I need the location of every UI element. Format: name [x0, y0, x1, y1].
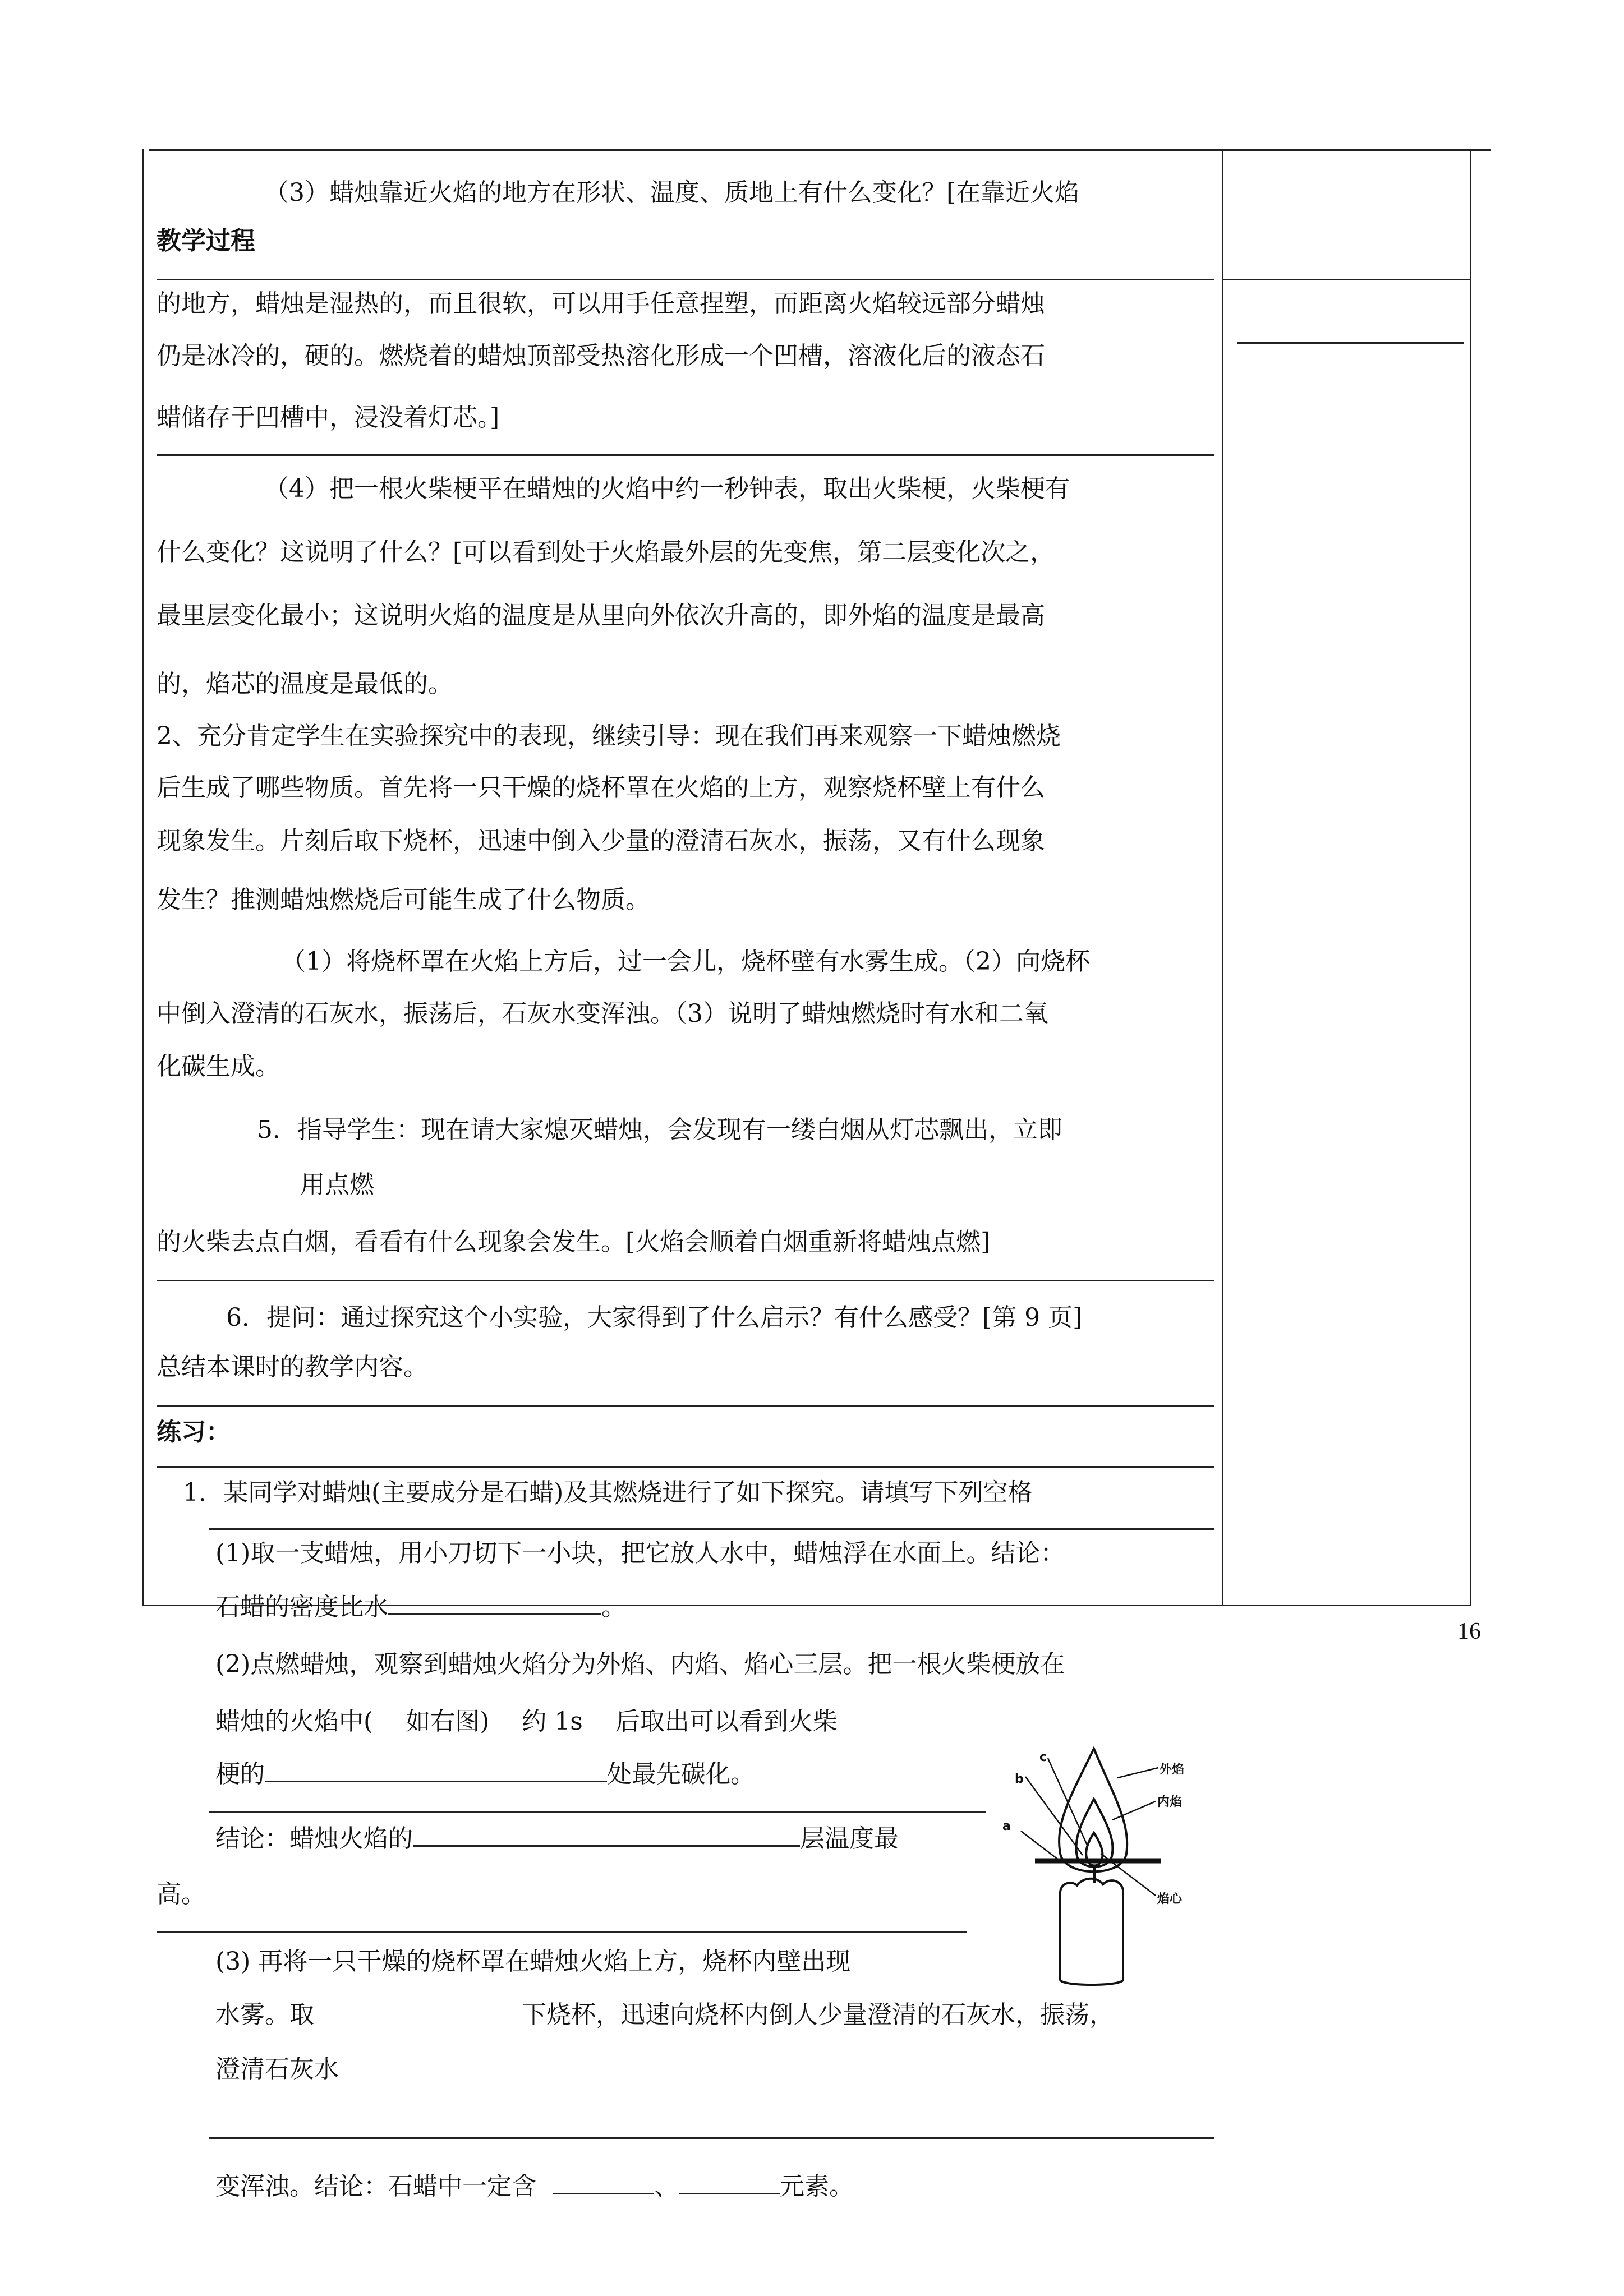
page-number: 16 — [1457, 1619, 1481, 1644]
answer-blank-element-1[interactable] — [553, 2169, 654, 2194]
q1c-sep: 、 — [654, 2172, 679, 2201]
q1b-line-4 — [215, 1822, 899, 1856]
a2-line-3: 化碳生成。 — [157, 1052, 280, 1081]
table-right-border — [1470, 149, 1471, 1605]
answer-blank-density[interactable] — [388, 1590, 601, 1615]
label-inner-flame: 内焰 — [1157, 1795, 1183, 1809]
a2-line-1: （1）将烧杯罩在火焰上方后，过一会儿，烧杯壁有水雾生成。（2）向烧杯 — [281, 947, 1090, 976]
exercise-q1: 1．某同学对蜡烛(主要成分是石蜡)及其燃烧进行了如下探究。请填写下列空格 — [183, 1478, 1033, 1507]
table-left-border — [142, 149, 144, 1605]
s2-line-3: 现象发生。片刻后取下烧杯，迅速中倒入少量的澄清石灰水，振荡，又有什么现象 — [157, 827, 1045, 855]
q1b-line-5: 高。 — [157, 1880, 206, 1908]
candle-body — [1060, 1879, 1123, 1985]
s5-line-2: 用点燃 — [300, 1170, 374, 1199]
p4-line-1: （4）把一根火柴梗平在蜡烛的火焰中约一秒钟表，取出火柴梗，火柴梗有 — [264, 474, 1070, 503]
q1a-text: 石蜡的密度比水 — [215, 1593, 388, 1621]
q1b-line-3 — [215, 1757, 755, 1791]
answer-blank-carbonize[interactable] — [265, 1757, 607, 1782]
exercise-heading: 练习： — [157, 1418, 231, 1446]
q1c-line-2 — [215, 1998, 1114, 2032]
q1b-line-2: 蜡烛的火焰中( 如右图) 约 1s 后取出可以看到火柴 — [215, 1707, 838, 1736]
table-mid-border — [1222, 149, 1223, 1605]
row-rule-4 — [157, 1405, 1214, 1407]
p4-line-4: 的，焰芯的温度是最低的。 — [157, 670, 453, 698]
p3-line-3: 仍是冰冷的，硬的。燃烧着的蜡烛顶部受热溶化形成一个凹槽，溶液化后的液态石 — [157, 342, 1045, 370]
s5-line-3: 的火柴去点白烟，看看有什么现象会发生。[火焰会顺着白烟重新将蜡烛点燃] — [157, 1228, 991, 1256]
p3-line-1: （3）蜡烛靠近火焰的地方在形状、温度、质地上有什么变化？[在靠近火焰 — [264, 178, 1080, 207]
label-outer-flame: 外焰 — [1160, 1763, 1185, 1777]
q1c-line-1: (3) 再将一只干燥的烧杯罩在蜡烛火焰上方，烧杯内壁出现 — [215, 1947, 851, 1976]
row-rule-2 — [157, 454, 1214, 456]
a2-line-2: 中倒入澄清的石灰水，振荡后，石灰水变浑浊。（3）说明了蜡烛燃烧时有水和二氧 — [157, 999, 1048, 1028]
s6-line-2: 总结本课时的教学内容。 — [157, 1353, 428, 1381]
answer-blank-layer[interactable] — [413, 1822, 800, 1847]
outer-flame — [1059, 1749, 1127, 1871]
q1a-line-1: (1)取一支蜡烛，用小刀切下一小块，把它放人水中，蜡烛浮在水面上。结论： — [215, 1539, 1065, 1567]
q1c-line-3: 澄清石灰水 — [215, 2055, 339, 2083]
label-flame-core: 焰心 — [1157, 1892, 1183, 1906]
right-col-rule-1 — [1222, 279, 1470, 280]
candle-flame-figure — [993, 1733, 1229, 1997]
row-rule-7 — [209, 1811, 986, 1813]
q1b-text-a: 梗的 — [215, 1760, 265, 1788]
top-rule — [149, 149, 1491, 151]
p3-line-4: 蜡储存于凹槽中，浸没着灯芯。] — [157, 403, 500, 432]
answer-blank-element-2[interactable] — [679, 2169, 780, 2194]
s6-line-1: 6．提问：通过探究这个小实验，大家得到了什么启示？有什么感受？[第 9 页] — [226, 1303, 1083, 1332]
q1c-text-a: 水雾。取 — [215, 2000, 314, 2029]
row-rule-9 — [209, 2137, 1214, 2139]
q1b-concl-a: 结论：蜡烛火焰的 — [215, 1824, 413, 1853]
p4-line-3: 最里层变化最小；这说明火焰的温度是从里向外依次升高的，即外焰的温度是最高 — [157, 601, 1045, 630]
right-col-rule-2 — [1237, 342, 1464, 344]
s5-line-1: 5．指导学生：现在请大家熄灭蜡烛，会发现有一缕白烟从灯芯飘出，立即 — [257, 1115, 1062, 1144]
s2-line-1: 2、充分肯定学生在实验探究中的表现，继续引导：现在我们再来观察一下蜡烛燃烧 — [157, 722, 1061, 750]
row-rule-5 — [157, 1466, 1214, 1468]
label-a: a — [1002, 1819, 1011, 1833]
row-rule-1 — [157, 279, 1214, 280]
q1c-text-b: 下烧杯，迅速向烧杯内倒人少量澄清的石灰水，振荡， — [522, 2000, 1114, 2029]
q1c-concl-a: 变浑浊。结论：石蜡中一定含 — [215, 2172, 536, 2201]
row-rule-8 — [157, 1931, 967, 1933]
q1a-end: 。 — [601, 1593, 626, 1621]
q1b-line-1: (2)点燃蜡烛，观察到蜡烛火焰分为外焰、内焰、焰心三层。把一根火柴梗放在 — [215, 1650, 1065, 1679]
section-title: 教学过程 — [157, 227, 255, 255]
q1a-line-2 — [215, 1590, 626, 1624]
p3-line-2: 的地方，蜡烛是湿热的，而且很软，可以用手任意捏塑，而距离火焰较远部分蜡烛 — [157, 289, 1045, 318]
label-b: b — [1015, 1772, 1024, 1786]
q1b-concl-b: 层温度最 — [800, 1824, 899, 1853]
s2-line-2: 后生成了哪些物质。首先将一只干燥的烧杯罩在火焰的上方，观察烧杯壁上有什么 — [157, 773, 1045, 802]
row-rule-3 — [157, 1280, 1214, 1281]
p4-line-2: 什么变化？这说明了什么？[可以看到处于火焰最外层的先变焦，第二层变化次之， — [157, 538, 1055, 566]
row-rule-6 — [209, 1528, 1214, 1530]
s2-line-4: 发生？推测蜡烛燃烧后可能生成了什么物质。 — [157, 886, 650, 914]
label-c: c — [1039, 1750, 1047, 1764]
q1c-line-4 — [215, 2169, 854, 2203]
q1c-end: 元素。 — [780, 2172, 854, 2201]
q1b-text-b: 处最先碳化。 — [607, 1760, 755, 1788]
